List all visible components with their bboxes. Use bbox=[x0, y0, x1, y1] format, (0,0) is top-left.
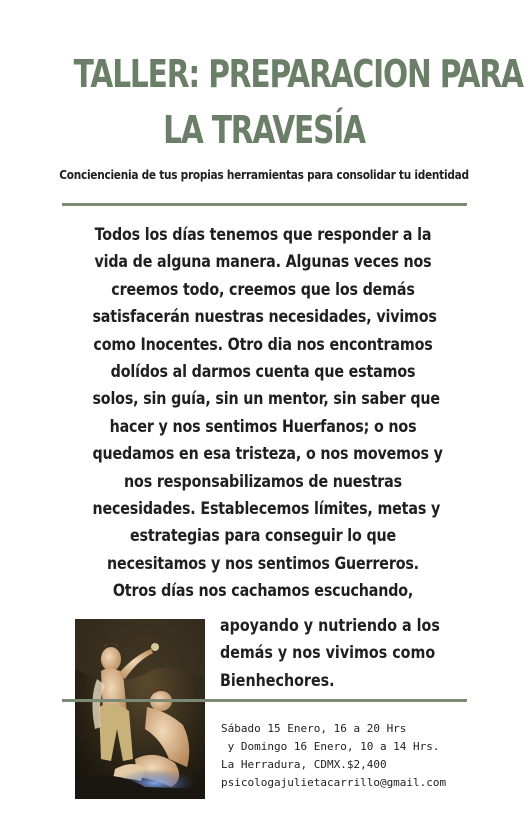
event-date-saturday: Sábado 15 Enero, 16 a 20 Hrs bbox=[221, 722, 407, 735]
body-line: vida de alguna manera. Algunas veces nos bbox=[94, 252, 432, 273]
event-date-sunday: y Domingo 16 Enero, 10 a 14 Hrs. bbox=[221, 740, 440, 753]
body-line: quedamos en esa tristeza, o nos movemos y bbox=[92, 444, 443, 465]
title-line-2: LA TRAVESÍA bbox=[163, 108, 365, 152]
divider-top bbox=[62, 203, 467, 206]
body-line: Todos los días tenemos que responder a la bbox=[94, 225, 432, 245]
event-details bbox=[221, 720, 446, 792]
contact-email[interactable]: psicologajulietacarrillo@gmail.com bbox=[221, 776, 447, 789]
body-line: necesitamos y nos sentimos Guerreros. bbox=[107, 553, 419, 574]
body-line: solos, sin guía, sin un mentor, sin saber que bbox=[92, 389, 440, 410]
body-line: creemos todo, creemos que los demás bbox=[111, 279, 415, 300]
divider-bottom bbox=[62, 699, 467, 702]
body-line: hacer y nos sentimos Huerfanos; o nos bbox=[109, 416, 417, 437]
body-paragraph bbox=[60, 222, 466, 606]
body-line: apoyando y nutriendo a los bbox=[220, 616, 440, 636]
body-continuation bbox=[220, 613, 500, 695]
body-line: nos responsabilizamos de nuestras bbox=[124, 471, 402, 492]
workshop-title bbox=[73, 46, 523, 158]
body-line: necesidades. Establecemos límites, metas y bbox=[92, 499, 441, 520]
painting-image bbox=[75, 619, 205, 799]
body-line: demás y nos vivimos como bbox=[220, 643, 436, 664]
body-line: como Inocentes. Otro dia nos encontramos bbox=[93, 334, 433, 355]
body-line: satisfacerán nuestras necesidades, vivimos bbox=[92, 307, 437, 328]
body-line: dolídos al darmos cuenta que estamos bbox=[110, 362, 416, 383]
title-line-1: TALLER: PREPARACION PARA bbox=[73, 52, 523, 96]
body-line: Bienhechores. bbox=[220, 670, 335, 691]
event-location-price: La Herradura, CDMX.$2,400 bbox=[221, 758, 387, 771]
body-line: Otros días nos cachamos escuchando, bbox=[112, 581, 414, 602]
painting-illustration bbox=[75, 619, 205, 799]
body-line: estrategias para conseguir lo que bbox=[129, 526, 397, 547]
subtitle: Conciencienia de tus propias herramientas para consolidar tu identidad bbox=[59, 168, 469, 182]
